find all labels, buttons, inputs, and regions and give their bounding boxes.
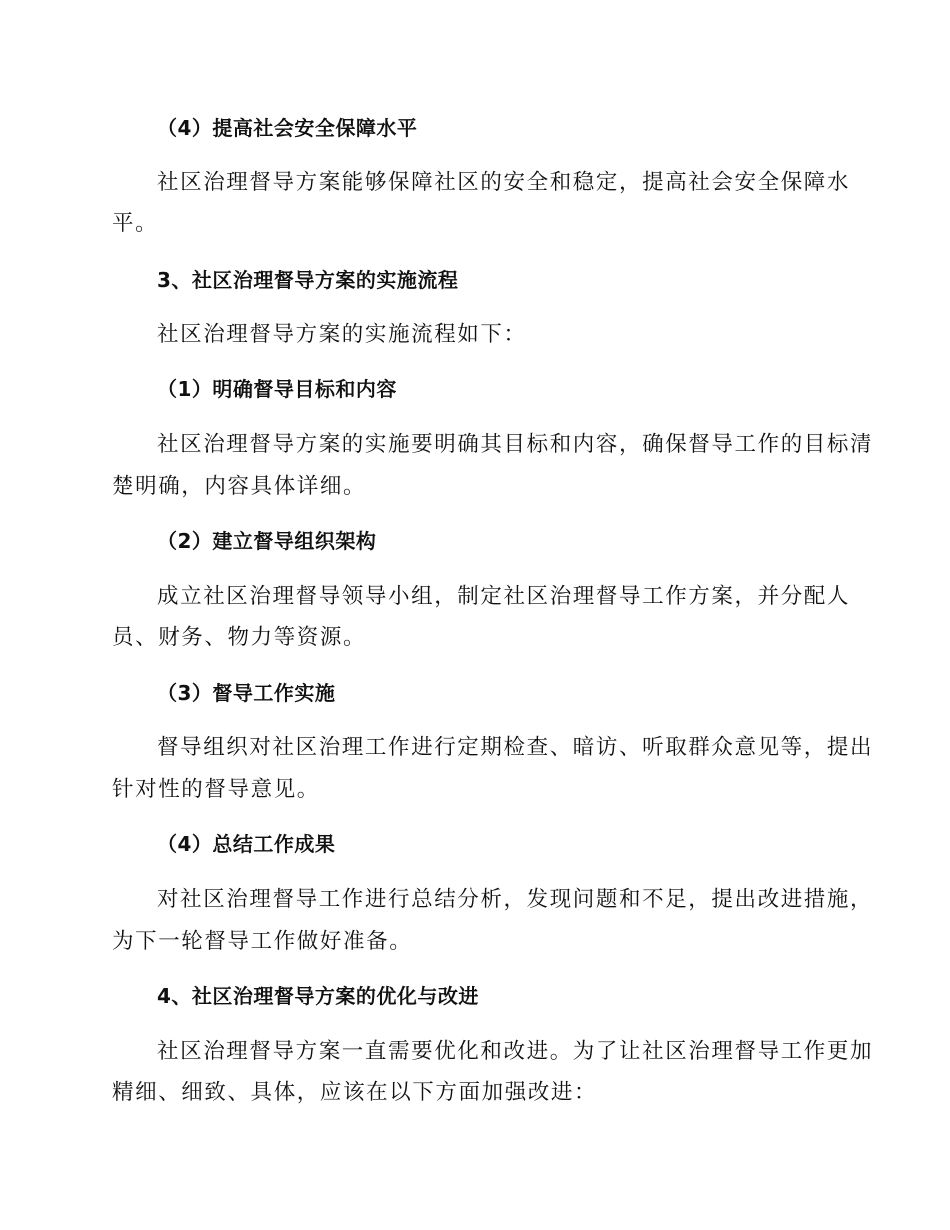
subsection-heading: （2）建立督导组织架构	[157, 529, 377, 553]
paragraph-line: 督导组织对社区治理工作进行定期检查、暗访、听取群众意见等，提出	[157, 735, 874, 760]
paragraph-line: 成立社区治理督导领导小组，制定社区治理督导工作方案，并分配人	[157, 584, 851, 609]
subsection-heading: （3）督导工作实施	[157, 681, 336, 705]
paragraph-line: 为下一轮督导工作做好准备。	[112, 929, 413, 954]
paragraph-line: 平。	[112, 211, 159, 236]
paragraph-line: 楚明确，内容具体详细。	[112, 474, 367, 499]
subsection-heading: （4）提高社会安全保障水平	[157, 116, 418, 140]
paragraph-line: 精细、细致、具体，应该在以下方面加强改进：	[112, 1080, 598, 1105]
paragraph-line: 对社区治理督导工作进行总结分析，发现问题和不足，提出改进措施，	[157, 887, 874, 912]
paragraph-line: 社区治理督导方案能够保障社区的安全和稳定，提高社会安全保障水	[157, 170, 851, 195]
subsection-heading: （1）明确督导目标和内容	[157, 377, 397, 401]
section-heading: 3、社区治理督导方案的实施流程	[157, 268, 459, 292]
paragraph-line: 针对性的督导意见。	[112, 777, 320, 802]
section-heading: 4、社区治理督导方案的优化与改进	[157, 984, 479, 1008]
paragraph-line: 社区治理督导方案的实施要明确其目标和内容，确保督导工作的目标清	[157, 432, 874, 457]
subsection-heading: （4）总结工作成果	[157, 832, 336, 856]
paragraph-line: 社区治理督导方案的实施流程如下：	[157, 322, 527, 347]
paragraph-line: 社区治理督导方案一直需要优化和改进。为了让社区治理督导工作更加	[157, 1039, 874, 1064]
paragraph-line: 员、财务、物力等资源。	[112, 625, 367, 650]
